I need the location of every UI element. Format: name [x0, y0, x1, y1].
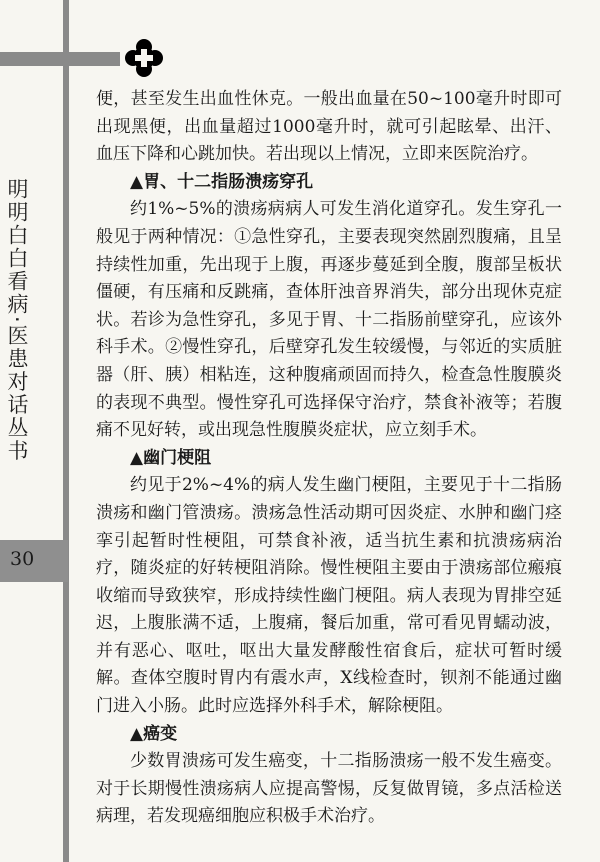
- sidebar-vertical-line: [63, 0, 69, 862]
- paragraph-perforation: 约1%~5%的溃疡病病人可发生消化道穿孔。发生穿孔一般见于两种情况：①急性穿孔，主要表现突然剧烈腹痛，且呈持续性加重，先出现于上腹，再逐步蔓延到全腹，腹部呈板状僵硬，有压痛和反跳痛，查体肝浊音界消失，部分出现休克症状。若诊为急性穿孔，多见于胃、十二指肠前壁穿孔，应该外科手术。②慢性穿孔，后壁穿孔发生较缓慢，与邻近的实质脏器（肝、胰）相粘连，这种腹痛顽固而持久，检查急性腹膜炎的表现不典型。慢性穿孔可选择保守治疗，禁食补液等；若腹痛不见好转，或出现急性腹膜炎症状，应立刻手术。: [96, 199, 562, 441]
- heading-cancer: ▲癌变: [130, 723, 178, 744]
- four-petal-flower-icon: [124, 38, 164, 78]
- series-title: 明明白白看病·医患对话丛书: [5, 178, 29, 463]
- paragraph-pyloric-obstruction: 约见于2%~4%的病人发生幽门梗阻，主要见于十二指肠溃疡和幽门管溃疡。溃疡急性活动期可因炎症、水肿和幽门痉挛引起暂时性梗阻，可禁食补液，适当抗生素和抗溃疡病治疗，随炎症的好转梗阻消除。慢性梗阻主要由于溃疡部位瘢痕收缩而导致狭窄，形成持续性幽门梗阻。病人表现为胃排空延迟，上腹胀满不适，上腹痛，餐后加重，常可看见胃蠕动波，并有恶心、呕吐，呕出大量发酵酸性宿食后，症状可暂时缓解。查体空腹时胃内有震水声，X线检查时，钡剂不能通过幽门进入小肠。此时应选择外科手术，解除梗阻。: [96, 475, 562, 717]
- heading-perforation: ▲胃、十二指肠溃疡穿孔: [130, 171, 314, 192]
- heading-pyloric-obstruction: ▲幽门梗阻: [130, 447, 212, 468]
- page-number: 30: [10, 548, 35, 570]
- paragraph-cancer: 少数胃溃疡可发生癌变，十二指肠溃疡一般不发生癌变。对于长期慢性溃疡病人应提高警惕，反复做胃镜，多点活检送病理，若发现癌细胞应积极手术治疗。: [96, 751, 562, 827]
- paragraph-bleeding: 便，甚至发生出血性休克。一般出血量在50~100毫升时即可出现黑便，出血量超过1000毫升时，就可引起眩晕、出汗、血压下降和心跳加快。若出现以上情况，立即来医院治疗。: [96, 89, 562, 165]
- sidebar-horizontal-bar: [0, 52, 120, 66]
- body-text: [96, 86, 562, 831]
